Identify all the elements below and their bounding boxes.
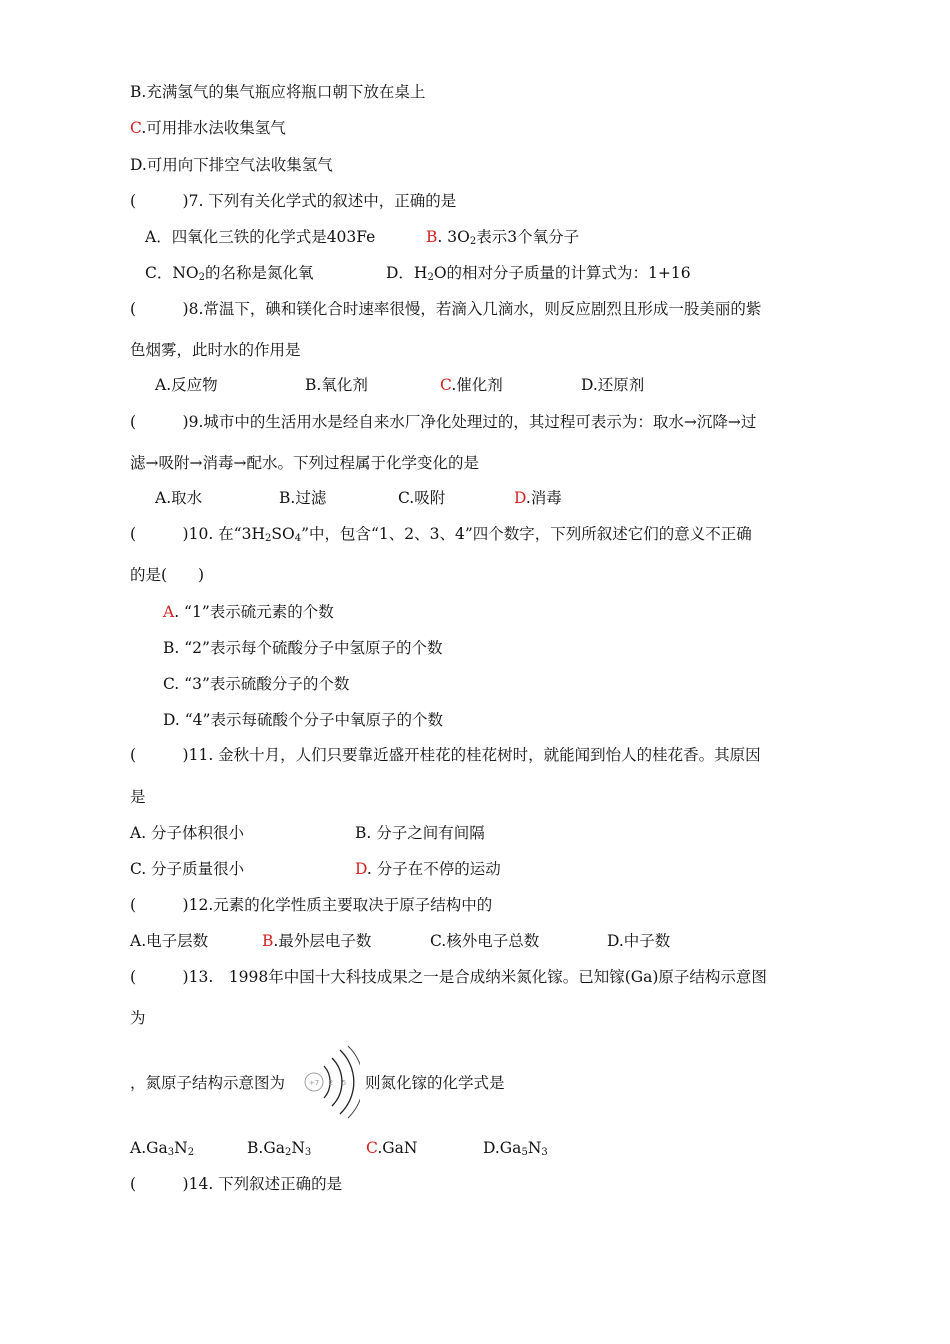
- q7-stem: ( )7. 下列有关化学式的叙述中，正确的是: [130, 192, 457, 210]
- q13-option-d: $D.Ga_5N_3$: [483, 1139, 548, 1158]
- q9-option-c: C.吸附: [398, 489, 446, 507]
- q12-option-a: A.电子层数: [130, 932, 209, 950]
- q13-stem-line3-post: 则氮化镓的化学式是: [365, 1074, 505, 1092]
- q8-option-a: A.反应物: [155, 376, 218, 394]
- q11-answer-letter: D: [355, 860, 367, 878]
- q14-stem: ( )14. 下列叙述正确的是: [130, 1175, 343, 1193]
- q10-option-c: C. “3”表示硫酸分子的个数: [163, 675, 350, 693]
- nitrogen-atom-structure-diagram: [300, 1044, 360, 1120]
- q8-option-b: B.氧化剂: [305, 376, 368, 394]
- q8-answer-letter: C: [440, 376, 452, 394]
- q8-stem-line2: 色烟雾，此时水的作用是: [130, 341, 301, 359]
- q11-stem-line1: ( )11. 金秋十月，人们只要靠近盛开桂花的桂花树时，就能闻到怡人的桂花香。其原因: [130, 746, 761, 764]
- q12-option-b: B.最外层电子数: [262, 932, 372, 950]
- q10-answer-letter: A: [163, 603, 175, 621]
- q7-option-b: B. $3O_2$表示3个氧分子: [426, 228, 580, 247]
- q7-option-c: C．$NO_2$的名称是氮化氧: [145, 264, 314, 283]
- q13-option-c: C.GaN: [366, 1139, 418, 1157]
- q13-answer-letter: C: [366, 1139, 378, 1157]
- q6-answer-letter: C: [130, 119, 142, 137]
- q12-option-d: D.中子数: [607, 932, 671, 950]
- atom-shells-icon: [300, 1044, 360, 1120]
- q8-stem-line1: ( )8.常温下，碘和镁化合时速率很慢，若滴入几滴水，则反应剧烈且形成一股美丽的紫: [130, 300, 762, 318]
- q12-stem: ( )12.元素的化学性质主要取决于原子结构中的: [130, 896, 493, 914]
- q10-stem-line2: 的是( ): [130, 566, 205, 584]
- q9-option-d: D.消毒: [514, 489, 562, 507]
- q13-option-b: $B.Ga_2N_3$: [247, 1139, 312, 1158]
- q6-option-c: C.可用排水法收集氢气: [130, 119, 286, 137]
- q12-answer-letter: B: [262, 932, 274, 950]
- q13-stem-line3-pre: ，氮原子结构示意图为: [130, 1074, 286, 1092]
- q8-option-c: C.催化剂: [440, 376, 503, 394]
- q7-answer-letter: B: [426, 228, 438, 246]
- q10-option-a: A. “1”表示硫元素的个数: [163, 603, 334, 621]
- q11-option-a: A. 分子体积很小: [130, 824, 245, 842]
- q10-option-b: B. “2”表示每个硫酸分子中氢原子的个数: [163, 639, 443, 657]
- atom-nucleus-label: +7: [308, 1079, 320, 1087]
- q6-option-b: B.充满氢气的集气瓶应将瓶口朝下放在桌上: [130, 83, 426, 101]
- q13-stem-line2: 为: [130, 1009, 146, 1027]
- q12-option-c: C.核外电子总数: [430, 932, 540, 950]
- q13-stem-line1: ( )13. 1998年中国十大科技成果之一是合成纳米氮化镓。已知镓(Ga)原子结构示意图: [130, 968, 767, 986]
- q11-stem-line2: 是: [130, 788, 146, 806]
- q9-option-b: B.过滤: [279, 489, 327, 507]
- q13-option-a: $A.Ga_3N_2$: [130, 1139, 195, 1158]
- q7-option-a: A．四氧化三铁的化学式是403Fe: [145, 228, 376, 246]
- q10-option-d: D. “4”表示每硫酸个分子中氧原子的个数: [163, 711, 443, 729]
- atom-shell-1-label: 2: [328, 1079, 334, 1087]
- q7-option-d: D．$H_2O$的相对分子质量的计算式为：1+16: [386, 264, 691, 283]
- q9-stem-line1: ( )9.城市中的生活用水是经自来水厂净化处理过的，其过程可表示为：取水→沉降→过: [130, 413, 757, 431]
- q9-stem-line2: 滤→吸附→消毒→配水。下列过程属于化学变化的是: [130, 454, 479, 472]
- q9-answer-letter: D: [514, 489, 526, 507]
- q10-stem-line1: ( )10. 在“$3H_2SO_4$”中，包含“1、2、3、4”四个数字，下列所叙述它们的意义不正确: [130, 525, 752, 544]
- q11-option-b: B. 分子之间有间隔: [355, 824, 485, 842]
- q9-option-a: A.取水: [155, 489, 203, 507]
- q11-option-c: C. 分子质量很小: [130, 860, 245, 878]
- q8-option-d: D.还原剂: [581, 376, 645, 394]
- q11-option-d: D. 分子在不停的运动: [355, 860, 501, 878]
- q6-option-d: D.可用向下排空气法收集氢气: [130, 156, 333, 174]
- atom-shell-2-label: 5: [341, 1079, 347, 1087]
